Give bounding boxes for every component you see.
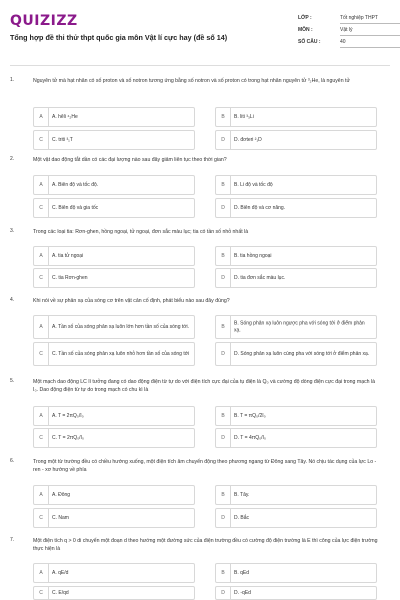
meta-value: 40 [340, 39, 400, 48]
option-a[interactable] [33, 485, 195, 505]
option-c[interactable] [33, 198, 195, 218]
question-text: Nguyên tử mà hạt nhân có số proton và số notron tương ứng bằng số notron và số proton có trong hạt nhân nguyên tử ³₂He, là nguyên tử [33, 78, 350, 84]
option-a[interactable] [33, 563, 195, 583]
option-text: B. Sóng phản xạ luôn ngược pha với sóng tới ở điểm phản xạ. [234, 320, 365, 333]
meta-value: Vật lý [340, 27, 400, 36]
option-letter: B [216, 564, 231, 582]
option-text: A. qE/d [52, 569, 69, 576]
question-number: 1. [10, 77, 15, 83]
option-letter: C [34, 509, 49, 527]
option-text: B. liti ³₃Li [234, 113, 254, 120]
option-a[interactable] [33, 315, 195, 339]
question-text: Một mạch dao động LC lí tưởng đang có dao động điện từ tự do với điện tích cực đại của tụ điện là Q₀ và cường độ dòng điện cực đại trong mạch là I₀. Dao động điện từ tự do trong mạch có chu kì là [33, 379, 376, 393]
option-letter: B [216, 486, 231, 504]
option-letter: D [216, 269, 231, 287]
option-a[interactable] [33, 406, 195, 426]
option-b[interactable] [215, 485, 377, 505]
option-letter: D [216, 587, 231, 599]
option-text: B. Tây. [234, 491, 250, 498]
option-letter: B [216, 176, 231, 194]
option-c[interactable] [33, 428, 195, 448]
question-number: 5. [10, 378, 15, 384]
option-d[interactable] [215, 508, 377, 528]
option-letter: A [34, 247, 49, 265]
question-text: Một vật dao động tắt dần có các đại lượng nào sau đây giảm liên tục theo thời gian? [33, 157, 227, 163]
question-number: 4. [10, 297, 15, 303]
option-d[interactable] [215, 342, 377, 366]
option-letter: A [34, 486, 49, 504]
option-text: C. Nam [52, 514, 69, 521]
option-letter: A [34, 108, 49, 126]
option-d[interactable] [215, 268, 377, 288]
option-c[interactable] [33, 268, 195, 288]
option-c[interactable] [33, 130, 195, 150]
option-text: B. T = πQ₀/2I₀ [234, 412, 266, 419]
option-letter: C [34, 199, 49, 217]
meta-key: MÔN : [298, 27, 313, 33]
option-text: D. Biên độ và cơ năng. [234, 204, 286, 211]
option-c[interactable] [33, 586, 195, 600]
meta-value: Tốt nghiệp THPT [340, 15, 400, 24]
meta-key: SỐ CÂU : [298, 39, 321, 45]
option-letter: A [34, 407, 49, 425]
option-b[interactable] [215, 246, 377, 266]
option-b[interactable] [215, 406, 377, 426]
option-letter: D [216, 343, 231, 365]
option-letter: D [216, 199, 231, 217]
option-letter: A [34, 176, 49, 194]
option-text: B. tia hồng ngoại [234, 252, 272, 259]
option-a[interactable] [33, 175, 195, 195]
option-text: A. Tần số của sóng phản xạ luôn lớn hơn tần số của sóng tới. [52, 323, 190, 330]
option-letter: D [216, 131, 231, 149]
option-d[interactable] [215, 586, 377, 600]
meta-info [298, 15, 400, 51]
option-b[interactable] [215, 107, 377, 127]
option-a[interactable] [33, 246, 195, 266]
meta-key: LỚP : [298, 15, 312, 21]
question-number: 6. [10, 458, 15, 464]
option-text: D. Bắc [234, 514, 250, 521]
option-b[interactable] [215, 175, 377, 195]
question-number: 2. [10, 156, 15, 162]
meta-row-subject [298, 27, 400, 39]
option-text: D. đơteri ²₁D [234, 136, 262, 143]
option-c[interactable] [33, 508, 195, 528]
option-text: A. hêli ⁴₂He [52, 113, 78, 120]
option-d[interactable] [215, 428, 377, 448]
question-text: Trong một từ trường đều có chiều hướng xuống, một điện tích âm chuyển động theo phương ngang từ Đông sang Tây. Nó chịu tác dụng của lực Lo - ren - xơ hướng về phía [33, 459, 377, 473]
option-text: A. T = 2πQ₀/I₀ [52, 412, 84, 419]
header-divider [10, 65, 390, 66]
option-text: B. Li độ và tốc độ [234, 181, 273, 188]
option-text: A. Biên độ và tốc độ. [52, 181, 99, 188]
question-number: 3. [10, 228, 15, 234]
page-title: Tổng hợp đề thi thử thpt quốc gia môn Vật lí cực hay (đề số 14) [10, 33, 228, 42]
option-text: D. tia đơn sắc màu lục. [234, 274, 286, 281]
option-text: C. T = 2πQ₀/I₀ [52, 434, 85, 441]
question-text: Khi nói về sự phản xạ của sóng cơ trên vật cản cố định, phát biểu nào sau đây đúng? [33, 298, 230, 304]
question-text: Trong các loại tia: Rơn-ghen, hồng ngoại, tử ngoại, đơn sắc màu lục; tia có tần số nhỏ nhất là [33, 229, 249, 235]
option-text: C. triti ³₁T [52, 136, 73, 143]
option-text: B. qEd [234, 569, 250, 576]
option-text: D. Sóng phản xạ luôn cùng pha với sóng tới ở điểm phản xạ. [234, 350, 370, 357]
option-text: A. tia tử ngoại [52, 252, 84, 259]
option-letter: A [34, 316, 49, 338]
option-text: C. E/qd [52, 589, 69, 596]
option-letter: C [34, 131, 49, 149]
option-letter: B [216, 247, 231, 265]
option-text: D. T = 4πQ₀/I₀ [234, 434, 267, 441]
option-letter: C [34, 269, 49, 287]
quizizz-logo: QUIZIZZ [10, 13, 78, 29]
option-letter: C [34, 587, 49, 599]
option-letter: B [216, 407, 231, 425]
option-letter: A [34, 564, 49, 582]
option-b[interactable] [215, 315, 377, 339]
option-letter: C [34, 429, 49, 447]
option-letter: B [216, 108, 231, 126]
option-letter: D [216, 509, 231, 527]
question-number: 7. [10, 537, 15, 543]
meta-row-class [298, 15, 400, 27]
option-a[interactable] [33, 107, 195, 127]
meta-row-count [298, 39, 400, 51]
option-text: D. -qEd [234, 589, 251, 596]
option-text: C. tia Rơn-ghen [52, 274, 88, 281]
option-c[interactable] [33, 342, 195, 366]
option-text: C. Biên độ và gia tốc [52, 204, 99, 211]
option-d[interactable] [215, 130, 377, 150]
option-letter: D [216, 429, 231, 447]
option-letter: B [216, 316, 231, 338]
option-b[interactable] [215, 563, 377, 583]
option-letter: C [34, 343, 49, 365]
option-text: A. Đông [52, 491, 71, 498]
question-text: Một điện tích q > 0 di chuyển một đoạn d theo hướng một đường sức của điện trường đều có cường độ điện trường là E thì công của lực điện trường thực hiện là [33, 538, 378, 552]
option-d[interactable] [215, 198, 377, 218]
option-text: C. Tần số của sóng phản xạ luôn nhỏ hơn tần số của sóng tới [52, 350, 190, 357]
